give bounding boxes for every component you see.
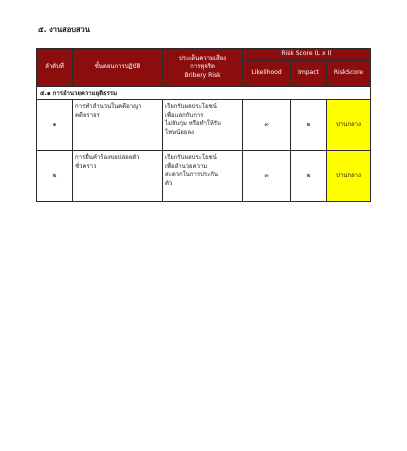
cell-riskscore: ปานกลาง — [327, 151, 371, 202]
section-title: ๕.๑ การอำนวยความยุติธรรม — [37, 87, 371, 100]
cell-impact: ๒ — [291, 151, 327, 202]
section-heading: ๕. งานสอบสวน — [38, 25, 90, 34]
issue-line: สะดวกในการประกัน — [165, 171, 219, 179]
header-issue-line-1: ประเด็นความเสี่ยง — [178, 55, 227, 63]
header-row-group — [37, 49, 371, 61]
header-bribery-issue — [163, 49, 243, 87]
procedure-line: การทำสำนวนในคดีอาญา — [75, 103, 142, 110]
procedure-line: ชั่วคราว — [75, 162, 97, 170]
issue-line: ตัว — [165, 180, 173, 188]
issue-line: ไม่จับกุม หรือทำให้รับ — [165, 120, 221, 128]
risk-table — [36, 48, 371, 202]
table-row — [37, 100, 371, 151]
cell-issue — [163, 100, 243, 151]
issue-line: เพื่อแลกกับการ — [165, 111, 204, 119]
cell-order: ๑ — [37, 100, 73, 151]
cell-likelihood: ๓ — [243, 100, 291, 151]
cell-likelihood: ๓ — [243, 151, 291, 202]
issue-line: เพื่ออำนวยความ — [165, 162, 208, 170]
header-issue-line-2: การทุจริต — [190, 63, 215, 71]
header-likelihood: Likelihood — [243, 61, 291, 87]
header-risk-score: Risk Score (L x I) — [243, 49, 371, 61]
issue-line: เรียกรับผลประโยชน์ — [165, 103, 217, 110]
procedure-line: การยื่นคำร้องขอปล่อยตัว — [75, 154, 140, 161]
header-procedure: ขั้นตอนการปฏิบัติ — [73, 49, 163, 87]
cell-order: ๒ — [37, 151, 73, 202]
header-riskscore: RiskScore — [327, 61, 371, 87]
header-issue-line-3: Bribery Risk — [184, 71, 221, 79]
header-order: ลำดับที่ — [37, 49, 73, 87]
cell-issue — [163, 151, 243, 202]
table-row — [37, 151, 371, 202]
section-row — [37, 87, 371, 100]
cell-riskscore: ปานกลาง — [327, 100, 371, 151]
header-impact: Impact — [291, 61, 327, 87]
cell-procedure — [73, 151, 163, 202]
cell-impact: ๒ — [291, 100, 327, 151]
cell-procedure — [73, 100, 163, 151]
procedure-line: คดีจราจร — [75, 111, 100, 119]
issue-line: เรียกรับผลประโยชน์ — [165, 154, 217, 161]
issue-line: โทษน้อยลง — [165, 129, 194, 137]
